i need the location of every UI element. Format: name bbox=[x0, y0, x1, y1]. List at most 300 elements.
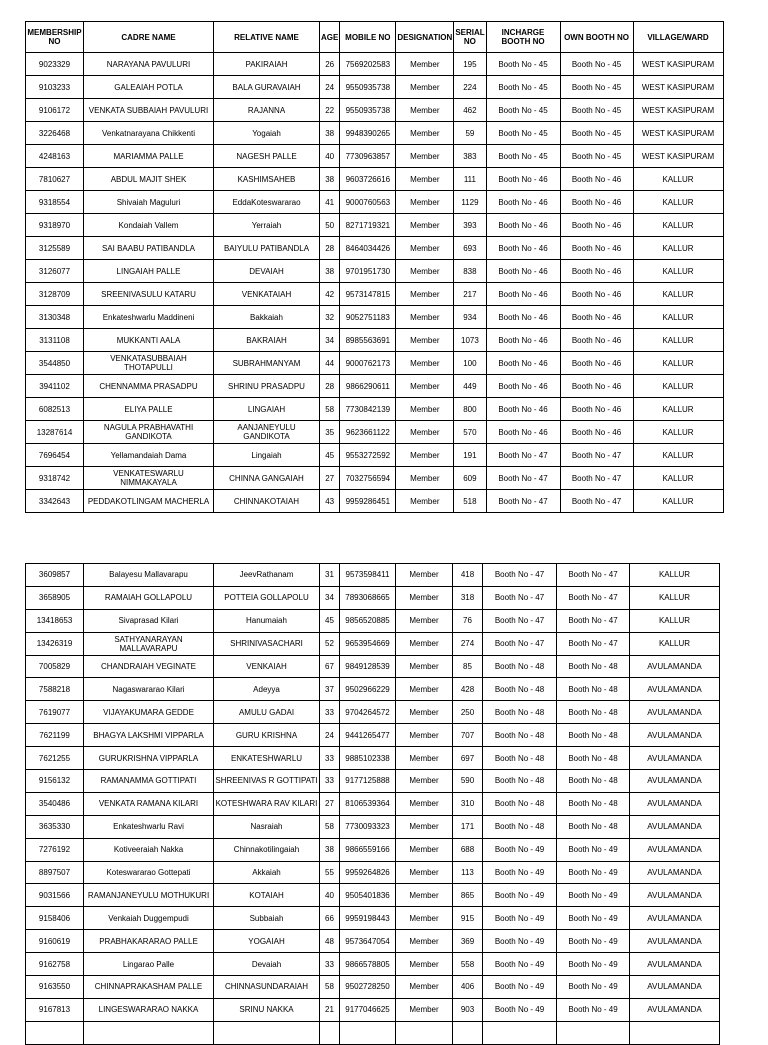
table-row bbox=[26, 564, 720, 587]
cell-incharge-booth: Booth No - 45 bbox=[486, 99, 560, 122]
cell-age: 37 bbox=[320, 678, 340, 701]
cell-relative-name: POTTEIA GOLLAPOLU bbox=[214, 586, 320, 609]
cell-mobile-no: 9866559166 bbox=[340, 838, 396, 861]
table-row bbox=[26, 998, 720, 1021]
cell-own-booth: Booth No - 46 bbox=[560, 260, 633, 283]
cell-mobile-no: 9959264826 bbox=[340, 861, 396, 884]
cell-serial-no: 838 bbox=[454, 260, 486, 283]
cell-membership-no: 7810627 bbox=[26, 168, 84, 191]
cell-cadre-name: VENKATASUBBAIAH THOTAPULLI bbox=[84, 352, 214, 375]
cell-incharge-booth: Booth No - 48 bbox=[483, 678, 557, 701]
cell-village-ward: KALLUR bbox=[630, 586, 720, 609]
cell-membership-no: 4248163 bbox=[26, 145, 84, 168]
cell-age: 33 bbox=[320, 953, 340, 976]
cell-age: 31 bbox=[320, 564, 340, 587]
cell-relative-name: Yogaiah bbox=[214, 122, 320, 145]
cell-serial-no: 688 bbox=[453, 838, 483, 861]
cell-age: 27 bbox=[320, 792, 340, 815]
cell-age: 24 bbox=[320, 724, 340, 747]
table-row bbox=[26, 168, 724, 191]
cell-cadre-name: Enkateshwarlu Maddineni bbox=[84, 306, 214, 329]
cell-cadre-name: SREENIVASULU KATARU bbox=[84, 283, 214, 306]
cell-membership-no: 3226468 bbox=[26, 122, 84, 145]
cell-village-ward: AVULAMANDA bbox=[630, 953, 720, 976]
table-row bbox=[26, 444, 724, 467]
cell-village-ward: AVULAMANDA bbox=[630, 792, 720, 815]
table-row bbox=[26, 586, 720, 609]
cell-mobile-no: 9573647054 bbox=[340, 930, 396, 953]
cell-serial-no bbox=[453, 1021, 483, 1044]
cell-serial-no: 383 bbox=[454, 145, 486, 168]
cell-membership-no: 9318554 bbox=[26, 191, 84, 214]
cell-age: 33 bbox=[320, 701, 340, 724]
cell-cadre-name: SAI BAABU PATIBANDLA bbox=[84, 237, 214, 260]
cell-cadre-name: Enkateshwarlu Ravi bbox=[84, 815, 214, 838]
cell-age: 52 bbox=[320, 632, 340, 655]
cell-serial-no: 406 bbox=[453, 976, 483, 999]
cell-age: 50 bbox=[320, 214, 340, 237]
cell-own-booth: Booth No - 48 bbox=[557, 701, 630, 724]
cell-cadre-name: NARAYANA PAVULURI bbox=[84, 53, 214, 76]
cell-cadre-name: VENKATA RAMANA KILARI bbox=[84, 792, 214, 815]
cell-cadre-name: SATHYANARAYAN MALLAVARAPU bbox=[84, 632, 214, 655]
cell-cadre-name: RAMANAMMA GOTTIPATI bbox=[84, 770, 214, 793]
cell-incharge-booth: Booth No - 48 bbox=[483, 770, 557, 793]
cell-age bbox=[320, 1021, 340, 1044]
cell-age: 33 bbox=[320, 747, 340, 770]
cell-mobile-no: 7730842139 bbox=[340, 398, 396, 421]
cell-designation bbox=[396, 1021, 453, 1044]
cell-relative-name: Bakkaiah bbox=[214, 306, 320, 329]
cell-designation: Member bbox=[396, 168, 454, 191]
cell-age: 22 bbox=[320, 99, 340, 122]
cell-own-booth: Booth No - 47 bbox=[557, 609, 630, 632]
cell-relative-name: BAKRAIAH bbox=[214, 329, 320, 352]
cell-incharge-booth: Booth No - 48 bbox=[483, 701, 557, 724]
cell-membership-no: 9318970 bbox=[26, 214, 84, 237]
cell-relative-name: Akkaiah bbox=[214, 861, 320, 884]
cell-own-booth: Booth No - 47 bbox=[557, 564, 630, 587]
cell-age: 66 bbox=[320, 907, 340, 930]
cell-designation: Member bbox=[396, 861, 453, 884]
cell-relative-name: AANJANEYULU GANDIKOTA bbox=[214, 421, 320, 444]
cell-own-booth: Booth No - 49 bbox=[557, 838, 630, 861]
cell-serial-no: 590 bbox=[453, 770, 483, 793]
cell-incharge-booth: Booth No - 47 bbox=[486, 444, 560, 467]
cell-relative-name: VENKAIAH bbox=[214, 655, 320, 678]
cell-own-booth: Booth No - 45 bbox=[560, 53, 633, 76]
header-cadre-name: CADRE NAME bbox=[84, 22, 214, 53]
cell-age: 42 bbox=[320, 283, 340, 306]
cell-cadre-name: CHENNAMMA PRASADPU bbox=[84, 375, 214, 398]
cell-own-booth: Booth No - 48 bbox=[557, 770, 630, 793]
table-row bbox=[26, 747, 720, 770]
cell-village-ward: KALLUR bbox=[633, 398, 723, 421]
cell-mobile-no: 9704264572 bbox=[340, 701, 396, 724]
cell-relative-name: Nasraiah bbox=[214, 815, 320, 838]
cell-own-booth: Booth No - 46 bbox=[560, 191, 633, 214]
cell-incharge-booth: Booth No - 46 bbox=[486, 352, 560, 375]
cell-designation: Member bbox=[396, 792, 453, 815]
cell-own-booth: Booth No - 48 bbox=[557, 747, 630, 770]
cell-serial-no: 903 bbox=[453, 998, 483, 1021]
cell-mobile-no: 9959198443 bbox=[340, 907, 396, 930]
cell-own-booth: Booth No - 49 bbox=[557, 976, 630, 999]
cell-serial-no: 318 bbox=[453, 586, 483, 609]
cell-age: 32 bbox=[320, 306, 340, 329]
cell-village-ward: KALLUR bbox=[633, 352, 723, 375]
cell-age: 21 bbox=[320, 998, 340, 1021]
cell-relative-name: KOTESHWARA RAV KILARI bbox=[214, 792, 320, 815]
cell-serial-no: 707 bbox=[453, 724, 483, 747]
cell-relative-name: BALA GURAVAIAH bbox=[214, 76, 320, 99]
cell-incharge-booth: Booth No - 46 bbox=[486, 237, 560, 260]
cell-relative-name: SHRINIVASACHARI bbox=[214, 632, 320, 655]
cell-incharge-booth: Booth No - 46 bbox=[486, 398, 560, 421]
cell-village-ward: AVULAMANDA bbox=[630, 815, 720, 838]
cell-relative-name: DEVAIAH bbox=[214, 260, 320, 283]
cell-age: 38 bbox=[320, 122, 340, 145]
cell-incharge-booth: Booth No - 46 bbox=[486, 191, 560, 214]
cell-own-booth: Booth No - 47 bbox=[557, 632, 630, 655]
cell-membership-no: 3128709 bbox=[26, 283, 84, 306]
cell-designation: Member bbox=[396, 838, 453, 861]
cell-incharge-booth: Booth No - 46 bbox=[486, 329, 560, 352]
cell-membership-no: 3126077 bbox=[26, 260, 84, 283]
cell-cadre-name: Nagaswararao Kilari bbox=[84, 678, 214, 701]
table-row bbox=[26, 632, 720, 655]
table-row bbox=[26, 421, 724, 444]
cell-village-ward: WEST KASIPURAM bbox=[633, 122, 723, 145]
cell-cadre-name: VIJAYAKUMARA GEDDE bbox=[84, 701, 214, 724]
cell-own-booth: Booth No - 46 bbox=[560, 214, 633, 237]
cell-mobile-no: 9959286451 bbox=[340, 490, 396, 513]
cell-own-booth: Booth No - 46 bbox=[560, 283, 633, 306]
cell-cadre-name: MUKKANTI AALA bbox=[84, 329, 214, 352]
cell-mobile-no: 9653954669 bbox=[340, 632, 396, 655]
cell-mobile-no: 7893068665 bbox=[340, 586, 396, 609]
cell-relative-name: ENKATESHWARLU bbox=[214, 747, 320, 770]
cell-serial-no: 428 bbox=[453, 678, 483, 701]
cell-relative-name: PAKIRAIAH bbox=[214, 53, 320, 76]
cell-relative-name: Chinnakotilingaiah bbox=[214, 838, 320, 861]
table-row bbox=[26, 701, 720, 724]
table-row bbox=[26, 678, 720, 701]
cell-designation: Member bbox=[396, 76, 454, 99]
cell-incharge-booth: Booth No - 46 bbox=[486, 375, 560, 398]
cell-designation: Member bbox=[396, 701, 453, 724]
cell-age: 38 bbox=[320, 838, 340, 861]
cell-own-booth: Booth No - 48 bbox=[557, 724, 630, 747]
cell-mobile-no: 9573147815 bbox=[340, 283, 396, 306]
cell-age: 33 bbox=[320, 770, 340, 793]
cell-membership-no: 9163550 bbox=[26, 976, 84, 999]
cell-membership-no: 9158406 bbox=[26, 907, 84, 930]
cell-relative-name: LINGAIAH bbox=[214, 398, 320, 421]
cell-own-booth: Booth No - 46 bbox=[560, 421, 633, 444]
cell-designation: Member bbox=[396, 145, 454, 168]
cell-incharge-booth: Booth No - 48 bbox=[483, 655, 557, 678]
cell-cadre-name: Kondaiah Vallem bbox=[84, 214, 214, 237]
cell-relative-name: Subbaiah bbox=[214, 907, 320, 930]
cell-mobile-no: 9623661122 bbox=[340, 421, 396, 444]
cell-relative-name: EddaKoteswararao bbox=[214, 191, 320, 214]
table-row bbox=[26, 884, 720, 907]
cell-mobile-no: 9505401836 bbox=[340, 884, 396, 907]
cell-village-ward: KALLUR bbox=[633, 260, 723, 283]
cell-own-booth: Booth No - 46 bbox=[560, 306, 633, 329]
cell-cadre-name: RAMAIAH GOLLAPOLU bbox=[84, 586, 214, 609]
cell-membership-no: 7621255 bbox=[26, 747, 84, 770]
cell-incharge-booth: Booth No - 46 bbox=[486, 283, 560, 306]
cell-mobile-no: 9441265477 bbox=[340, 724, 396, 747]
cell-village-ward: AVULAMANDA bbox=[630, 930, 720, 953]
cell-age: 27 bbox=[320, 467, 340, 490]
table-row bbox=[26, 1021, 720, 1044]
header-serial-no: SERIAL NO bbox=[454, 22, 486, 53]
cell-incharge-booth: Booth No - 47 bbox=[483, 586, 557, 609]
cell-designation: Member bbox=[396, 283, 454, 306]
cell-village-ward: KALLUR bbox=[633, 375, 723, 398]
cell-own-booth: Booth No - 45 bbox=[560, 145, 633, 168]
cell-membership-no: 7005829 bbox=[26, 655, 84, 678]
table-row bbox=[26, 99, 724, 122]
cell-mobile-no: 8271719321 bbox=[340, 214, 396, 237]
cell-age: 28 bbox=[320, 237, 340, 260]
cell-mobile-no: 9000760563 bbox=[340, 191, 396, 214]
cell-relative-name: SHRINU PRASADPU bbox=[214, 375, 320, 398]
cell-incharge-booth: Booth No - 47 bbox=[483, 632, 557, 655]
cell-designation: Member bbox=[396, 930, 453, 953]
cell-mobile-no: 9573598411 bbox=[340, 564, 396, 587]
cell-designation: Member bbox=[396, 352, 454, 375]
cell-age: 55 bbox=[320, 861, 340, 884]
cell-serial-no: 865 bbox=[453, 884, 483, 907]
cell-relative-name: Hanumaiah bbox=[214, 609, 320, 632]
cell-serial-no: 609 bbox=[454, 467, 486, 490]
cell-cadre-name: GALEAIAH POTLA bbox=[84, 76, 214, 99]
header-village-ward: VILLAGE/WARD bbox=[633, 22, 723, 53]
cell-own-booth: Booth No - 49 bbox=[557, 907, 630, 930]
cell-serial-no: 100 bbox=[454, 352, 486, 375]
cell-cadre-name: PRABHAKARARAO PALLE bbox=[84, 930, 214, 953]
cell-incharge-booth: Booth No - 45 bbox=[486, 145, 560, 168]
table-row bbox=[26, 76, 724, 99]
cell-age: 45 bbox=[320, 609, 340, 632]
cell-membership-no: 13418653 bbox=[26, 609, 84, 632]
cell-relative-name: CHINNASUNDARAIAH bbox=[214, 976, 320, 999]
cell-village-ward: KALLUR bbox=[633, 191, 723, 214]
cell-incharge-booth: Booth No - 48 bbox=[483, 792, 557, 815]
cell-own-booth: Booth No - 46 bbox=[560, 237, 633, 260]
table-row bbox=[26, 467, 724, 490]
cell-membership-no: 7619077 bbox=[26, 701, 84, 724]
cell-own-booth: Booth No - 49 bbox=[557, 930, 630, 953]
cell-relative-name: KASHIMSAHEB bbox=[214, 168, 320, 191]
cell-incharge-booth: Booth No - 49 bbox=[483, 838, 557, 861]
cell-own-booth: Booth No - 49 bbox=[557, 861, 630, 884]
cell-serial-no: 915 bbox=[453, 907, 483, 930]
cell-cadre-name: Koteswararao Gottepati bbox=[84, 861, 214, 884]
cell-village-ward: WEST KASIPURAM bbox=[633, 76, 723, 99]
cell-village-ward: AVULAMANDA bbox=[630, 724, 720, 747]
cell-designation: Member bbox=[396, 678, 453, 701]
header-mobile-no: MOBILE NO bbox=[340, 22, 396, 53]
cell-membership-no: 9162758 bbox=[26, 953, 84, 976]
cell-relative-name: BAIYULU PATIBANDLA bbox=[214, 237, 320, 260]
cell-own-booth bbox=[557, 1021, 630, 1044]
cell-designation: Member bbox=[396, 306, 454, 329]
cell-serial-no: 250 bbox=[453, 701, 483, 724]
cell-incharge-booth: Booth No - 48 bbox=[483, 815, 557, 838]
cell-membership-no: 7588218 bbox=[26, 678, 84, 701]
cell-cadre-name: Sivaprasad Kilari bbox=[84, 609, 214, 632]
cell-membership-no: 9023329 bbox=[26, 53, 84, 76]
cell-incharge-booth: Booth No - 49 bbox=[483, 976, 557, 999]
cell-membership-no: 7696454 bbox=[26, 444, 84, 467]
table-row bbox=[26, 260, 724, 283]
cell-village-ward: AVULAMANDA bbox=[630, 655, 720, 678]
cell-membership-no: 3941102 bbox=[26, 375, 84, 398]
cell-designation: Member bbox=[396, 815, 453, 838]
cell-mobile-no: 9177125888 bbox=[340, 770, 396, 793]
cell-serial-no: 76 bbox=[453, 609, 483, 632]
cell-serial-no: 274 bbox=[453, 632, 483, 655]
cell-cadre-name: GURUKRISHNA VIPPARLA bbox=[84, 747, 214, 770]
cell-village-ward: KALLUR bbox=[633, 490, 723, 513]
cell-serial-no: 1129 bbox=[454, 191, 486, 214]
cell-serial-no: 113 bbox=[453, 861, 483, 884]
cell-designation: Member bbox=[396, 490, 454, 513]
cell-own-booth: Booth No - 49 bbox=[557, 884, 630, 907]
cell-incharge-booth: Booth No - 46 bbox=[486, 421, 560, 444]
cell-mobile-no: 9866290611 bbox=[340, 375, 396, 398]
cell-age: 58 bbox=[320, 815, 340, 838]
cell-incharge-booth: Booth No - 47 bbox=[483, 609, 557, 632]
cell-serial-no: 418 bbox=[453, 564, 483, 587]
cell-membership-no: 13426319 bbox=[26, 632, 84, 655]
cell-serial-no: 800 bbox=[454, 398, 486, 421]
cell-incharge-booth: Booth No - 46 bbox=[486, 260, 560, 283]
cell-relative-name bbox=[214, 1021, 320, 1044]
cell-membership-no: 9160619 bbox=[26, 930, 84, 953]
cell-cadre-name: Shivaiah Maguluri bbox=[84, 191, 214, 214]
cell-village-ward: KALLUR bbox=[630, 632, 720, 655]
cell-membership-no bbox=[26, 1021, 84, 1044]
table-row bbox=[26, 953, 720, 976]
cell-village-ward: KALLUR bbox=[633, 168, 723, 191]
cell-age: 43 bbox=[320, 490, 340, 513]
cell-membership-no: 9106172 bbox=[26, 99, 84, 122]
cell-relative-name: KOTAIAH bbox=[214, 884, 320, 907]
table-row bbox=[26, 398, 724, 421]
cell-serial-no: 693 bbox=[454, 237, 486, 260]
cell-mobile-no: 9849128539 bbox=[340, 655, 396, 678]
cell-designation: Member bbox=[396, 260, 454, 283]
cell-designation: Member bbox=[396, 467, 454, 490]
header-incharge-booth-no: INCHARGE BOOTH NO bbox=[486, 22, 560, 53]
table-row bbox=[26, 815, 720, 838]
cell-designation: Member bbox=[396, 976, 453, 999]
cell-relative-name: RAJANNA bbox=[214, 99, 320, 122]
cell-age: 38 bbox=[320, 168, 340, 191]
cell-serial-no: 111 bbox=[454, 168, 486, 191]
cell-serial-no: 462 bbox=[454, 99, 486, 122]
cell-relative-name: VENKATAIAH bbox=[214, 283, 320, 306]
cell-designation: Member bbox=[396, 884, 453, 907]
cell-membership-no: 3544850 bbox=[26, 352, 84, 375]
cell-village-ward: AVULAMANDA bbox=[630, 861, 720, 884]
cell-age: 58 bbox=[320, 976, 340, 999]
cell-village-ward: AVULAMANDA bbox=[630, 701, 720, 724]
cell-membership-no: 3658905 bbox=[26, 586, 84, 609]
cell-designation: Member bbox=[396, 122, 454, 145]
table-row bbox=[26, 976, 720, 999]
cell-mobile-no: 9550935738 bbox=[340, 76, 396, 99]
cell-designation: Member bbox=[396, 747, 453, 770]
cell-incharge-booth: Booth No - 49 bbox=[483, 861, 557, 884]
cell-cadre-name: PEDDAKOTLINGAM MACHERLA bbox=[84, 490, 214, 513]
cell-incharge-booth: Booth No - 48 bbox=[483, 724, 557, 747]
cell-age: 26 bbox=[320, 53, 340, 76]
cell-membership-no: 3609857 bbox=[26, 564, 84, 587]
cell-village-ward: AVULAMANDA bbox=[630, 747, 720, 770]
cell-serial-no: 191 bbox=[454, 444, 486, 467]
cell-cadre-name: Kotiveeraiah Nakka bbox=[84, 838, 214, 861]
cell-cadre-name: LINGESWARARAO NAKKA bbox=[84, 998, 214, 1021]
cell-designation: Member bbox=[396, 724, 453, 747]
cell-relative-name: NAGESH PALLE bbox=[214, 145, 320, 168]
cell-incharge-booth: Booth No - 49 bbox=[483, 930, 557, 953]
cell-mobile-no: 7730963857 bbox=[340, 145, 396, 168]
cell-own-booth: Booth No - 46 bbox=[560, 398, 633, 421]
header-own-booth-no: OWN BOOTH NO bbox=[560, 22, 633, 53]
cell-mobile-no: 9502728250 bbox=[340, 976, 396, 999]
cell-village-ward: WEST KASIPURAM bbox=[633, 53, 723, 76]
cell-cadre-name: RAMANJANEYULU MOTHUKURI bbox=[84, 884, 214, 907]
cell-membership-no: 8897507 bbox=[26, 861, 84, 884]
table-row bbox=[26, 53, 724, 76]
cell-relative-name: Adeyya bbox=[214, 678, 320, 701]
cell-incharge-booth: Booth No - 47 bbox=[486, 490, 560, 513]
cell-designation: Member bbox=[396, 564, 453, 587]
cell-designation: Member bbox=[396, 953, 453, 976]
table-row bbox=[26, 352, 724, 375]
cell-village-ward: AVULAMANDA bbox=[630, 838, 720, 861]
cell-village-ward: AVULAMANDA bbox=[630, 770, 720, 793]
cell-serial-no: 310 bbox=[453, 792, 483, 815]
cell-designation: Member bbox=[396, 632, 453, 655]
cell-own-booth: Booth No - 47 bbox=[560, 467, 633, 490]
cell-cadre-name: Venkatnarayana Chikkenti bbox=[84, 122, 214, 145]
cell-age: 28 bbox=[320, 375, 340, 398]
cell-age: 40 bbox=[320, 145, 340, 168]
cell-relative-name: SHREENIVAS R GOTTIPATI bbox=[214, 770, 320, 793]
cell-designation: Member bbox=[396, 191, 454, 214]
cell-serial-no: 934 bbox=[454, 306, 486, 329]
table-row bbox=[26, 655, 720, 678]
cell-cadre-name: NAGULA PRABHAVATHI GANDIKOTA bbox=[84, 421, 214, 444]
cell-incharge-booth: Booth No - 45 bbox=[486, 122, 560, 145]
cell-designation: Member bbox=[396, 214, 454, 237]
cell-village-ward: KALLUR bbox=[633, 283, 723, 306]
cell-mobile-no bbox=[340, 1021, 396, 1044]
table-row bbox=[26, 609, 720, 632]
cell-mobile-no: 9502966229 bbox=[340, 678, 396, 701]
cell-serial-no: 224 bbox=[454, 76, 486, 99]
cell-own-booth: Booth No - 48 bbox=[557, 815, 630, 838]
cell-designation: Member bbox=[396, 375, 454, 398]
